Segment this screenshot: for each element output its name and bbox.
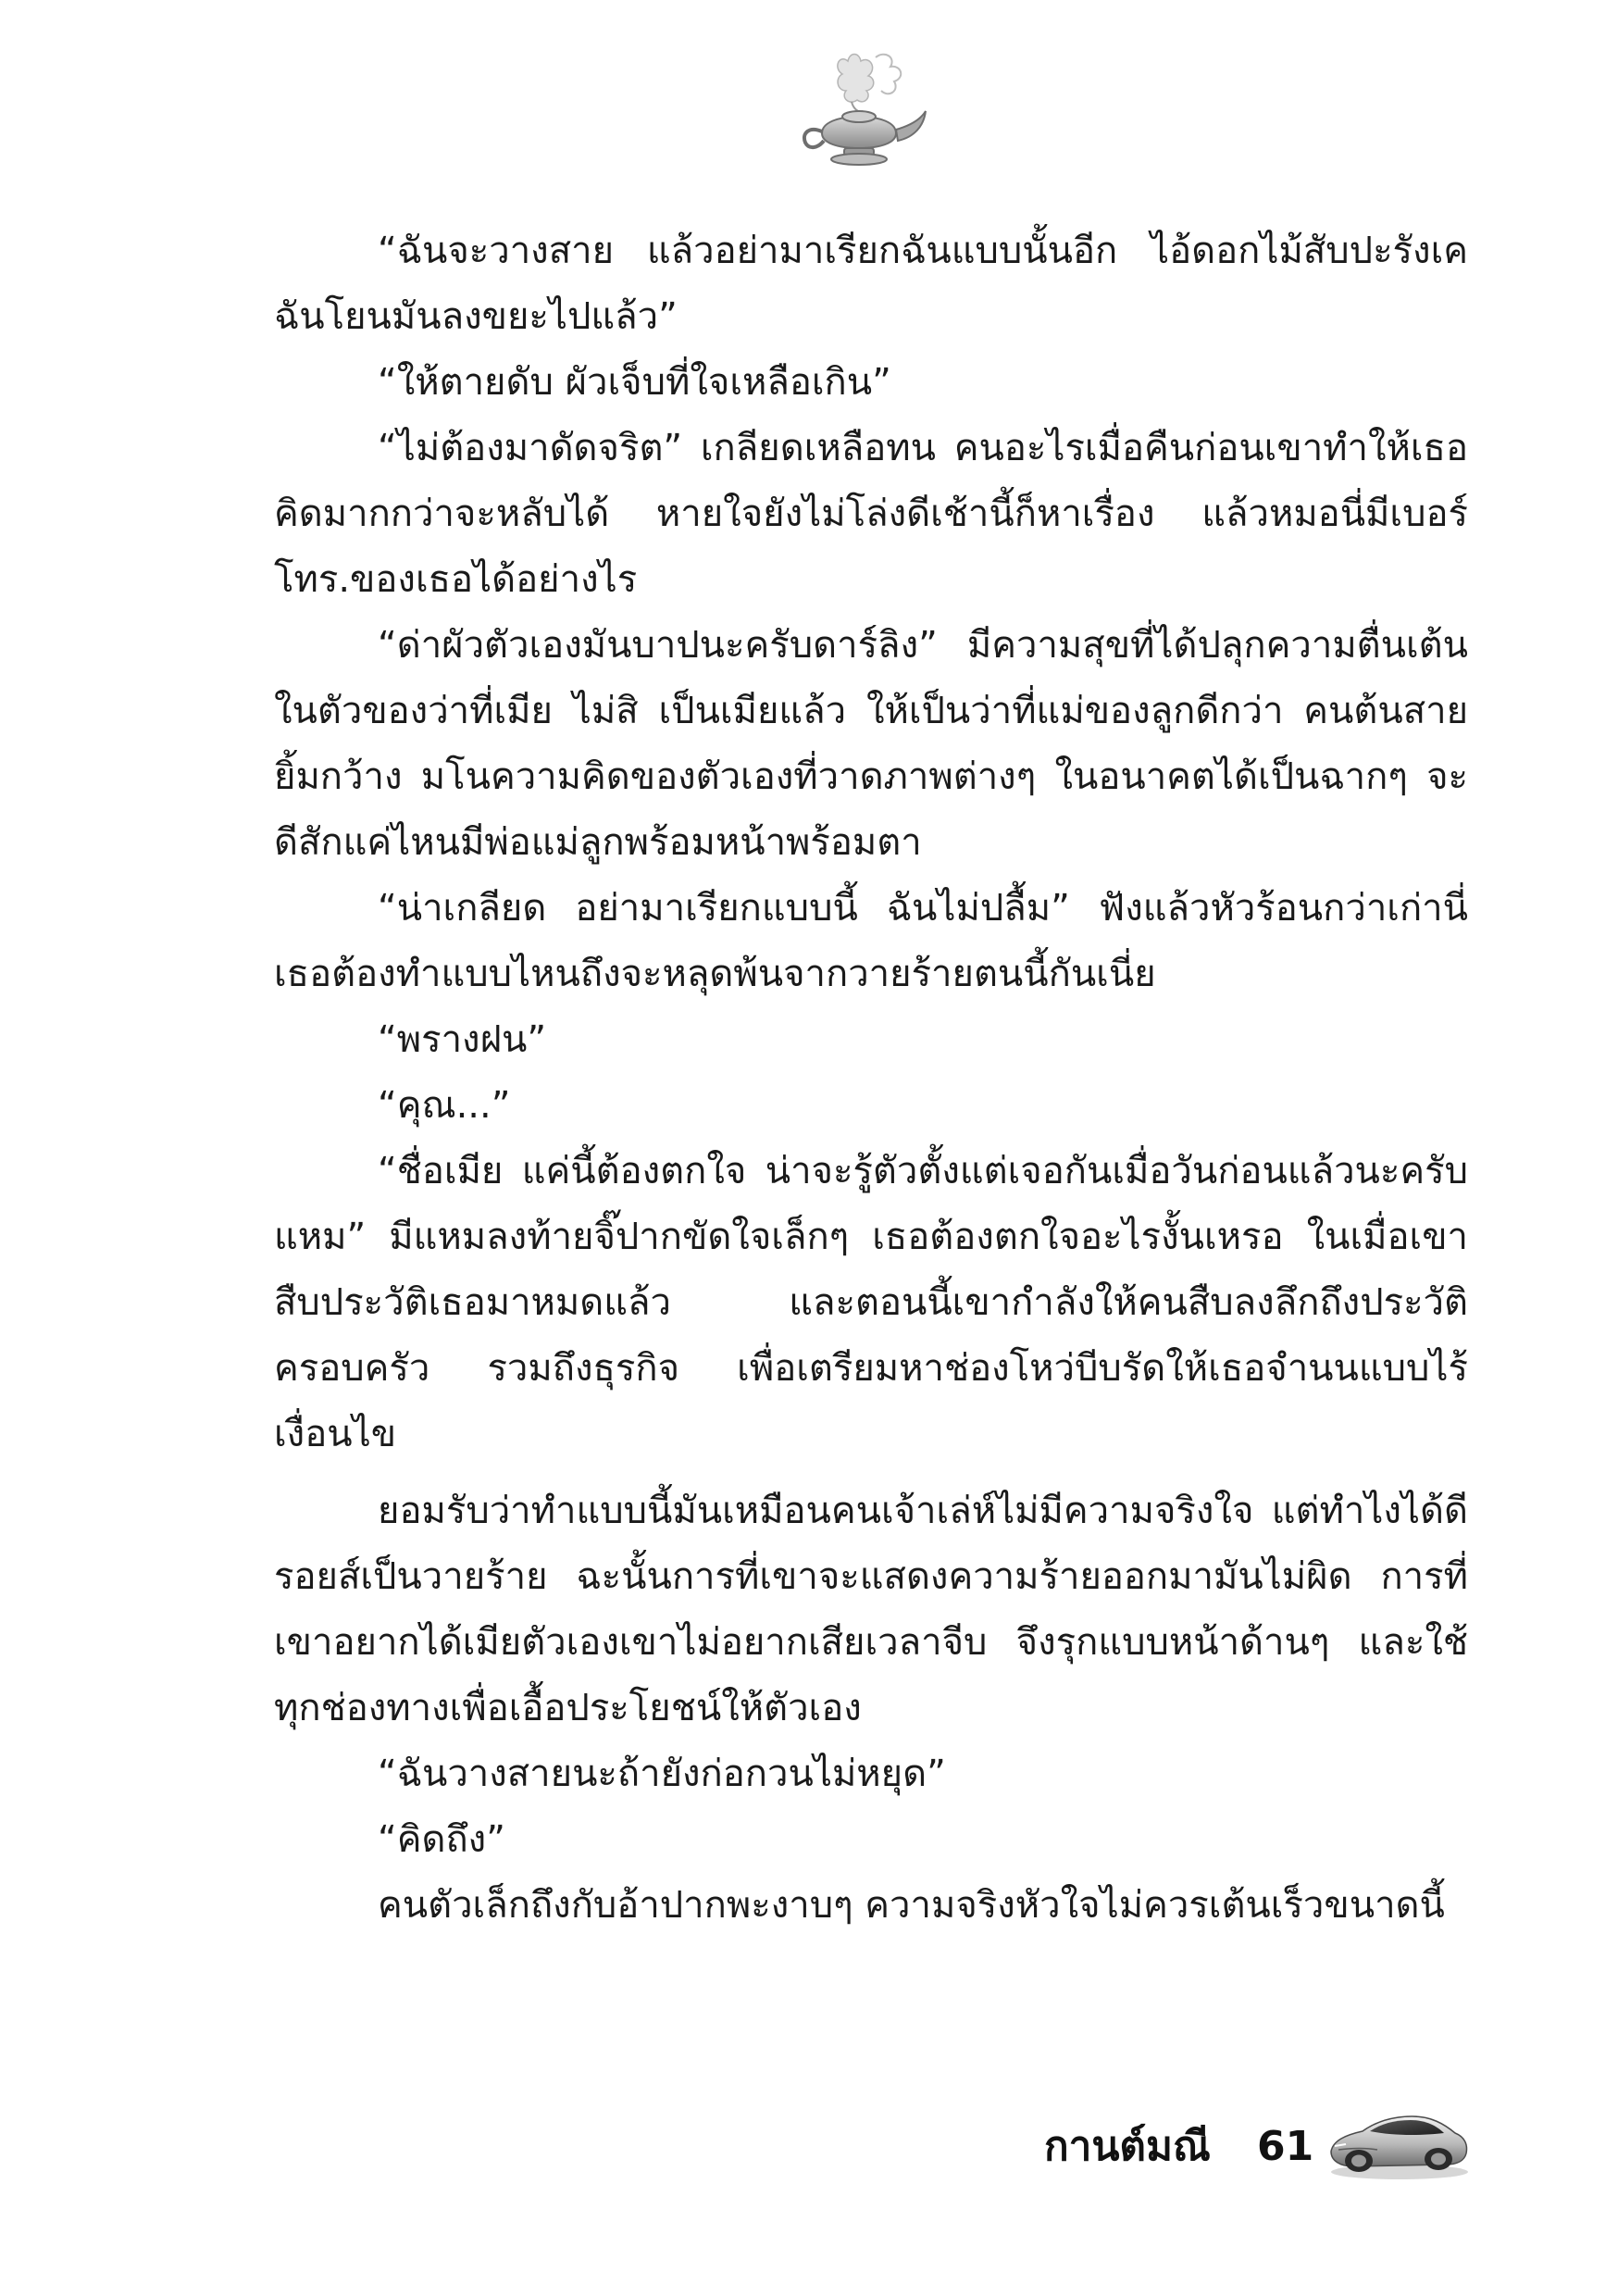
paragraph: “คิดถึง”: [378, 1818, 505, 1861]
paragraph: “พรางฝน”: [378, 1018, 547, 1061]
sports-car-icon: [1326, 2094, 1472, 2183]
paragraph: “ฉันวางสายนะถ้ายังก่อกวนไม่หยุด”: [378, 1753, 946, 1795]
page-footer: [0, 2090, 1618, 2192]
paragraph: “ด่าผัวตัวเองมันบาปนะครับดาร์ลิง” มีความสุขที่ได้ปลุกความตื่นเต้นในตัวของว่าที่เมีย ไม่สิ เป็นเมียแล้ว ให้เป็นว่าที่แม่ของลูกดีกว่า คนต้นสายยิ้มกว้าง มโนความคิดของตัวเองที่วาดภาพต่างๆ ในอนาคตได้เป็นฉากๆ จะดีสักแค่ไหนมีพ่อแม่ลูกพร้อมหน้าพร้อมตา: [274, 624, 1468, 864]
paragraph: “คุณ...”: [378, 1084, 511, 1127]
paragraph: “ให้ตายดับ ผัวเจ็บที่ใจเหลือเกิน”: [378, 361, 891, 404]
genie-lamp-icon: [785, 44, 933, 183]
paragraph: “ชื่อเมีย แค่นี้ต้องตกใจ น่าจะรู้ตัวตั้งแต่เจอกันเมื่อวันก่อนแล้วนะครับแหม” มีแหมลงท้ายจิ๊ปากขัดใจเล็กๆ เธอต้องตกใจอะไรงั้นเหรอ ในเมื่อเขาสืบประวัติเธอมาหมดแล้ว และตอนนี้เขากำลังให้คนสืบลงลึกถึงประวัติครอบครัว รวมถึงธุรกิจ เพื่อเตรียมหาช่องโหว่บีบรัดให้เธอจำนนแบบไร้เงื่อนไข: [274, 1150, 1468, 1455]
book-title: กานต์มณี: [1044, 2123, 1211, 2170]
paragraph: “ไม่ต้องมาดัดจริต” เกลียดเหลือทน คนอะไรเมื่อคืนก่อนเขาทำให้เธอคิดมากกว่าจะหลับได้ หายใจยังไม่โล่งดีเช้านี้ก็หาเรื่อง แล้วหมอนี่มีเบอร์โทร.ของเธอได้อย่างไร: [274, 427, 1468, 601]
paragraph: คนตัวเล็กถึงกับอ้าปากพะงาบๆ ความจริงหัวใจไม่ควรเต้นเร็วขนาดนี้: [378, 1884, 1445, 1927]
story-body: [274, 218, 1468, 1939]
page-number: 61: [1257, 2123, 1314, 2170]
paragraph: “น่าเกลียด อย่ามาเรียกแบบนี้ ฉันไม่ปลื้ม” ฟังแล้วหัวร้อนกว่าเก่านี่เธอต้องทำแบบไหนถึงจะหลุดพ้นจากวายร้ายตนนี้กันเนี่ย: [274, 887, 1468, 995]
paragraph: ยอมรับว่าทำแบบนี้มันเหมือนคนเจ้าเล่ห์ไม่มีความจริงใจ แต่ทำไงได้ดีรอยส์เป็นวายร้าย ฉะนั้นการที่เขาจะแสดงความร้ายออกมามันไม่ผิด การที่เขาอยากได้เมียตัวเองเขาไม่อยากเสียเวลาจีบ จึงรุกแบบหน้าด้านๆ และใช้ทุกช่องทางเพื่อเอื้อประโยชน์ให้ตัวเอง: [274, 1490, 1468, 1729]
paragraph: “ฉันจะวางสาย แล้วอย่ามาเรียกฉันแบบนั้นอีก ไอ้ดอกไม้สับปะรังเคฉันโยนมันลงขยะไปแล้ว”: [274, 230, 1468, 338]
